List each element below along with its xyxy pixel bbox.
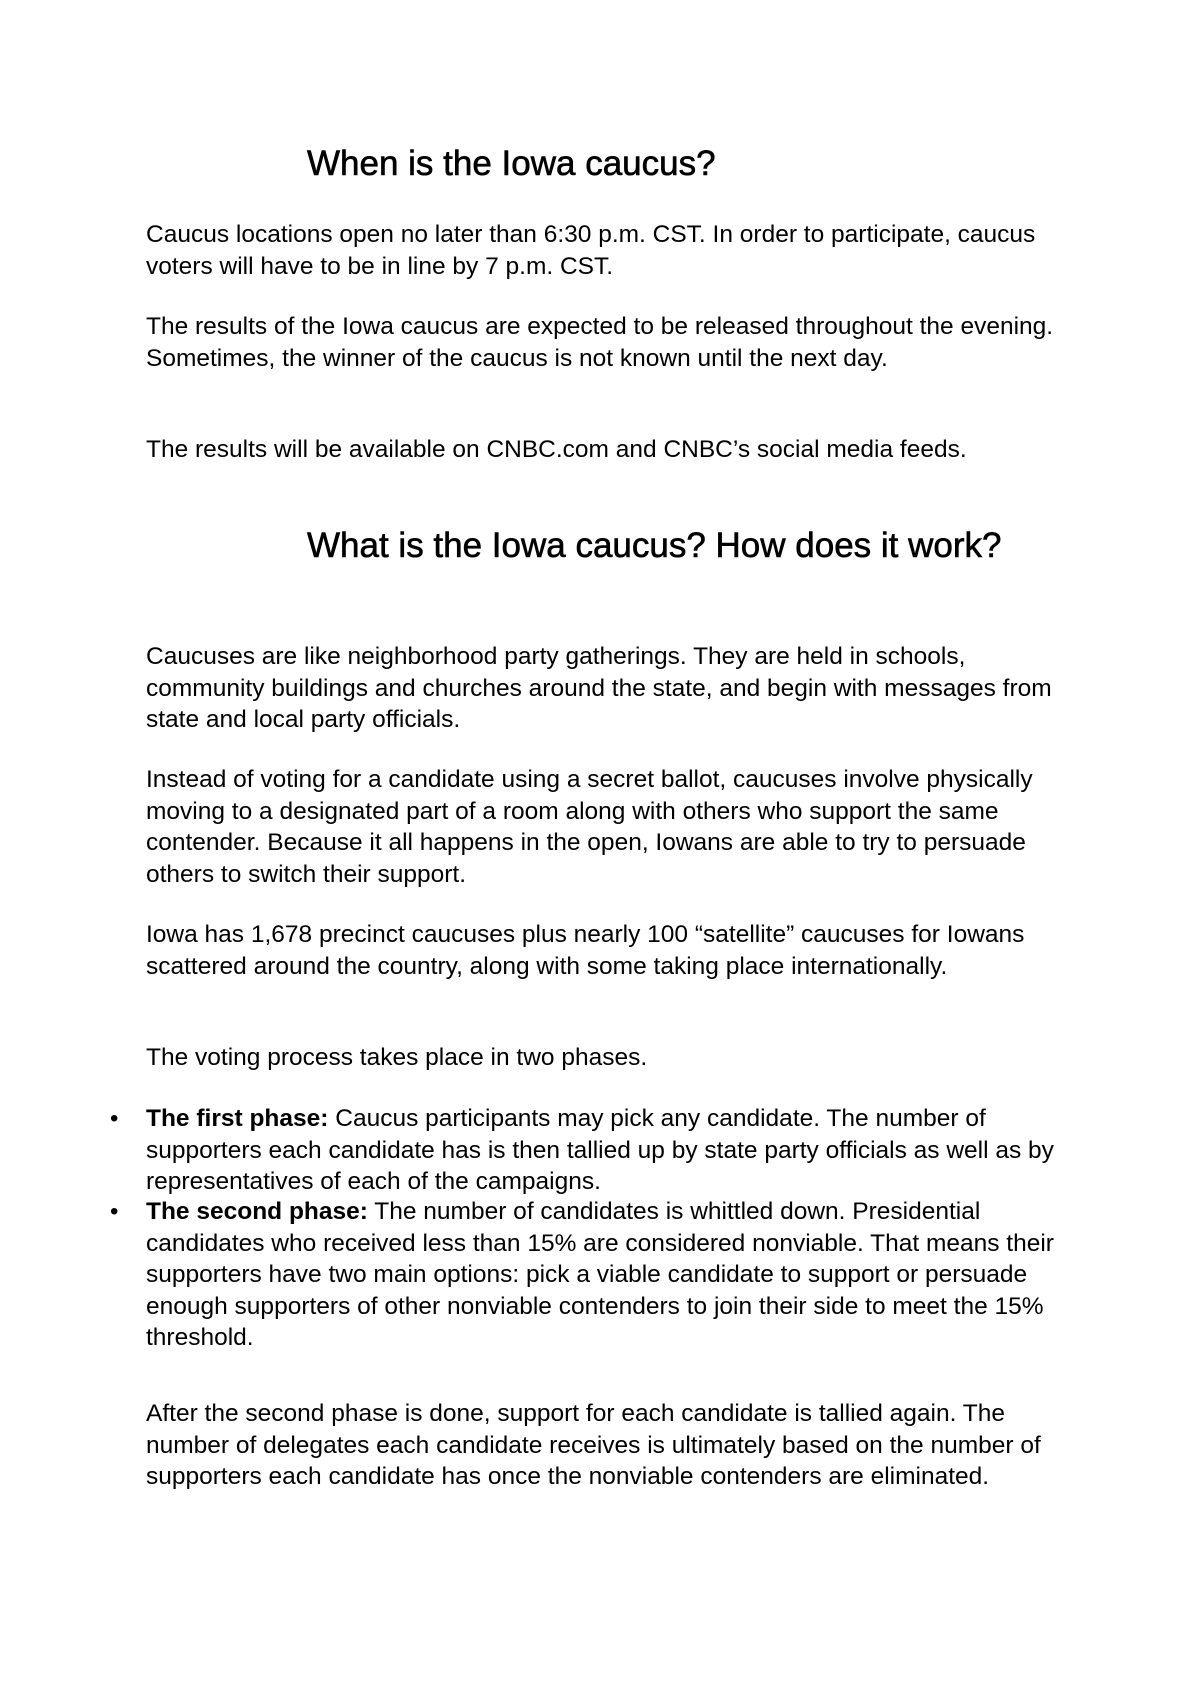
bullet-lead-first-phase: The first phase: [146,1105,329,1132]
bullet-lead-second-phase: The second phase: [146,1198,368,1225]
paragraph-after-second-phase: After the second phase is done, support for each candidate is tallied again. The number of delegates each candidate receives is ultimately based on the number of supporters each candidate has once the nonviable contenders are eliminated. [146,1400,1041,1490]
paragraph-results-availability: The results will be available on CNBC.com and CNBC’s social media feeds. [146,436,967,463]
paragraph-precinct-count: Iowa has 1,678 precinct caucuses plus nearly 100 “satellite” caucuses for Iowans scattered around the country, along with some taking place internationally. [146,921,1025,980]
paragraph-caucus-description: Caucuses are like neighborhood party gatherings. They are held in schools, community buildings and churches around the state, and begin with messages from state and local party officials. [146,643,1052,733]
paragraph-results-timing: The results of the Iowa caucus are expected to be released throughout the evening. Sometimes, the winner of the caucus is not known until the next day. [146,313,1054,372]
paragraph-caucus-hours: Caucus locations open no later than 6:30 p.m. CST. In order to participate, caucus voters will have to be in line by 7 p.m. CST. [146,221,1036,280]
bullet-first-phase [110,1103,1076,1198]
paragraph-voting-method: Instead of voting for a candidate using a secret ballot, caucuses involve physically moving to a designated part of a room along with others who support the same contender. Because it all happens in the open, Iowans are able to try to persuade others to switch their support. [146,766,1033,888]
bullet-second-phase [110,1196,1076,1354]
bullet-marker: • [110,1105,119,1132]
bullet-marker: • [110,1198,119,1225]
bullet-text-second-phase: The number of candidates is whittled down. Presidential candidates who received less than 15% are considered nonviable. That means their supporters have two main options: pick a viable candidate to support or persuade enough supporters of other nonviable contenders to join their side to meet the 15% threshold. [146,1198,1054,1351]
paragraph-two-phases: The voting process takes place in two phases. [146,1044,648,1071]
bullet-text-first-phase: Caucus participants may pick any candidate. The number of supporters each candidate has is then tallied up by state party officials as well as by representatives of each of the campaigns. [146,1105,1054,1195]
section-heading-what: What is the Iowa caucus? How does it work? [307,526,1002,565]
section-heading-when: When is the Iowa caucus? [307,144,716,183]
